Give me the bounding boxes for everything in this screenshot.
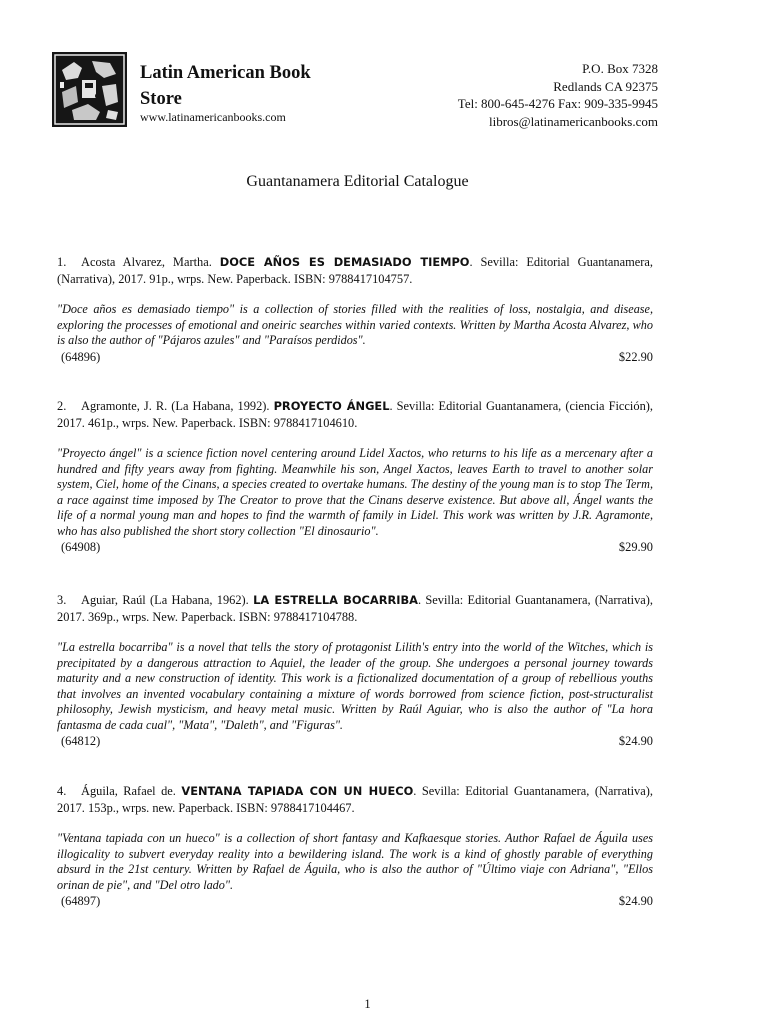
- store-website: www.latinamericanbooks.com: [140, 110, 286, 124]
- entry-title: PROYECTO ÁNGEL: [273, 399, 390, 413]
- entry-description: "Doce años es demasiado tiempo" is a collection of stories filled with the realities of loss, nostalgia, and disease, exploring the processes of emotional and oneiric searches within varied contexts. Written by Martha Acosta Alvarez, who is also the author of "Pájaros azules" and "Paraísos perdidos".: [57, 302, 653, 347]
- entry-title: LA ESTRELLA BOCARRIBA: [253, 593, 418, 607]
- entry-description: "La estrella bocarriba" is a novel that tells the story of protagonist Lilith's entry into the world of the Witches, which is precipitated by a dangerous attraction to Aquiel, the leader of the group. She undergoes a personal journey towards maturity and a new construction of identity. This work is a fictionalized documentation of a group of rebellious youths that involves an invented vocabulary containing a mixture of words borrowed from science fiction, post-structuralist philosophy, Jewish mysticism, and heavy metal music. Written by Raúl Aguiar, who is also the author of "La hora fantasma de cada cual", "Mata", "Daleth", and "Figuras".: [57, 640, 653, 732]
- store-name: Latin American Book Store: [140, 63, 311, 109]
- entry-code: (64908): [61, 540, 101, 554]
- entry-title: VENTANA TAPIADA CON UN HUECO: [181, 784, 414, 798]
- po-box: P.O. Box 7328: [582, 61, 658, 76]
- entry-price: $24.90: [618, 734, 653, 748]
- entry-title: DOCE AÑOS ES DEMASIADO TIEMPO: [219, 255, 470, 269]
- entry-citation: [57, 592, 653, 625]
- catalogue-entry: [57, 254, 653, 365]
- entry-author: Acosta Alvarez, Martha.: [81, 255, 212, 269]
- entry-details: . Sevilla: Editorial Guantanamera, (Narrativa), 2017. 369p., wrps. New. Paperback. ISBN: 9788417104788.: [57, 593, 653, 624]
- entry-details: . Sevilla: Editorial Guantanamera, (Narrativa), 2017. 91p., wrps. New. Paperback. ISBN: 9788417104757.: [57, 255, 653, 286]
- phone-fax: Tel: 800-645-4276 Fax: 909-335-9945: [457, 96, 658, 111]
- entry-price: $22.90: [618, 349, 653, 364]
- entry-citation: [57, 783, 653, 816]
- entry-meta: [57, 893, 653, 909]
- entry-code: (64897): [61, 894, 101, 908]
- entry-meta: [57, 539, 653, 555]
- email-address: libros@latinamericanbooks.com: [488, 113, 658, 129]
- entry-code: (64812): [61, 734, 101, 748]
- city-address: Redlands CA 92375: [553, 78, 658, 94]
- entry-meta: [57, 349, 653, 365]
- entry-author: Águila, Rafael de.: [81, 784, 176, 798]
- entry-description: "Proyecto ángel" is a science fiction novel centering around Lidel Xactos, who returns to his life as a mercenary after a hundred and fifty years away from fighting. Meanwhile his son, Angel Xactos, leaves Earth to travel to another solar system, Ciel, home of the Cinans, a species created to overtake humans. The destiny of the young man is to stop The Term, a race against time imposed by The Creator to prove that the Cinans deserve existence. But above all, Ángel wants the life of a normal young man and hopes to find the warmth of family in Lidel. This work was written by J.R. Agramonte, who has also published the short story collection "El dinosaurio".: [57, 446, 653, 538]
- catalogue-entry: [57, 398, 653, 555]
- entry-number: 1.: [57, 255, 67, 269]
- catalogue-entry: [57, 783, 653, 909]
- entry-details: . Sevilla: Editorial Guantanamera, (ciencia Ficción), 2017. 461p., wrps. New. Paperback. ISBN: 9788417104610.: [57, 399, 653, 430]
- entry-citation: [57, 398, 653, 431]
- entry-author: Agramonte, J. R. (La Habana, 1992).: [81, 399, 270, 413]
- entry-details: . Sevilla: Editorial Guantanamera, (Narrativa), 2017. 153p., wrps. new. Paperback. ISBN: 9788417104467.: [57, 784, 653, 815]
- entry-price: $24.90: [618, 894, 653, 908]
- entry-number: 2.: [57, 399, 67, 413]
- entry-code: (64896): [61, 349, 101, 364]
- store-logo: [52, 52, 127, 127]
- entry-number: 3.: [57, 593, 67, 607]
- catalogue-entry: [57, 592, 653, 749]
- entry-author: Aguiar, Raúl (La Habana, 1962).: [81, 593, 249, 607]
- entry-price: $29.90: [618, 540, 653, 554]
- entry-description: "Ventana tapiada con un hueco" is a collection of short fantasy and Kafkaesque stories. Author Rafael de Águila uses illogicality to subvert everyday reality into a bewildering island. The work is a kind of ghostly parable of everything absurd in the 21st century. Written by Rafael de Águila, who is also the author of "Último viaje con Adriana", "Ellos orinan de pie", and "Del otro lado".: [57, 831, 653, 892]
- catalogue-title: Guantanamera Editorial Catalogue: [246, 173, 469, 190]
- entry-citation: [57, 254, 653, 287]
- entry-meta: [57, 733, 653, 749]
- entry-number: 4.: [57, 784, 67, 798]
- page-number: 1: [364, 997, 371, 1011]
- contact-block: [458, 60, 658, 130]
